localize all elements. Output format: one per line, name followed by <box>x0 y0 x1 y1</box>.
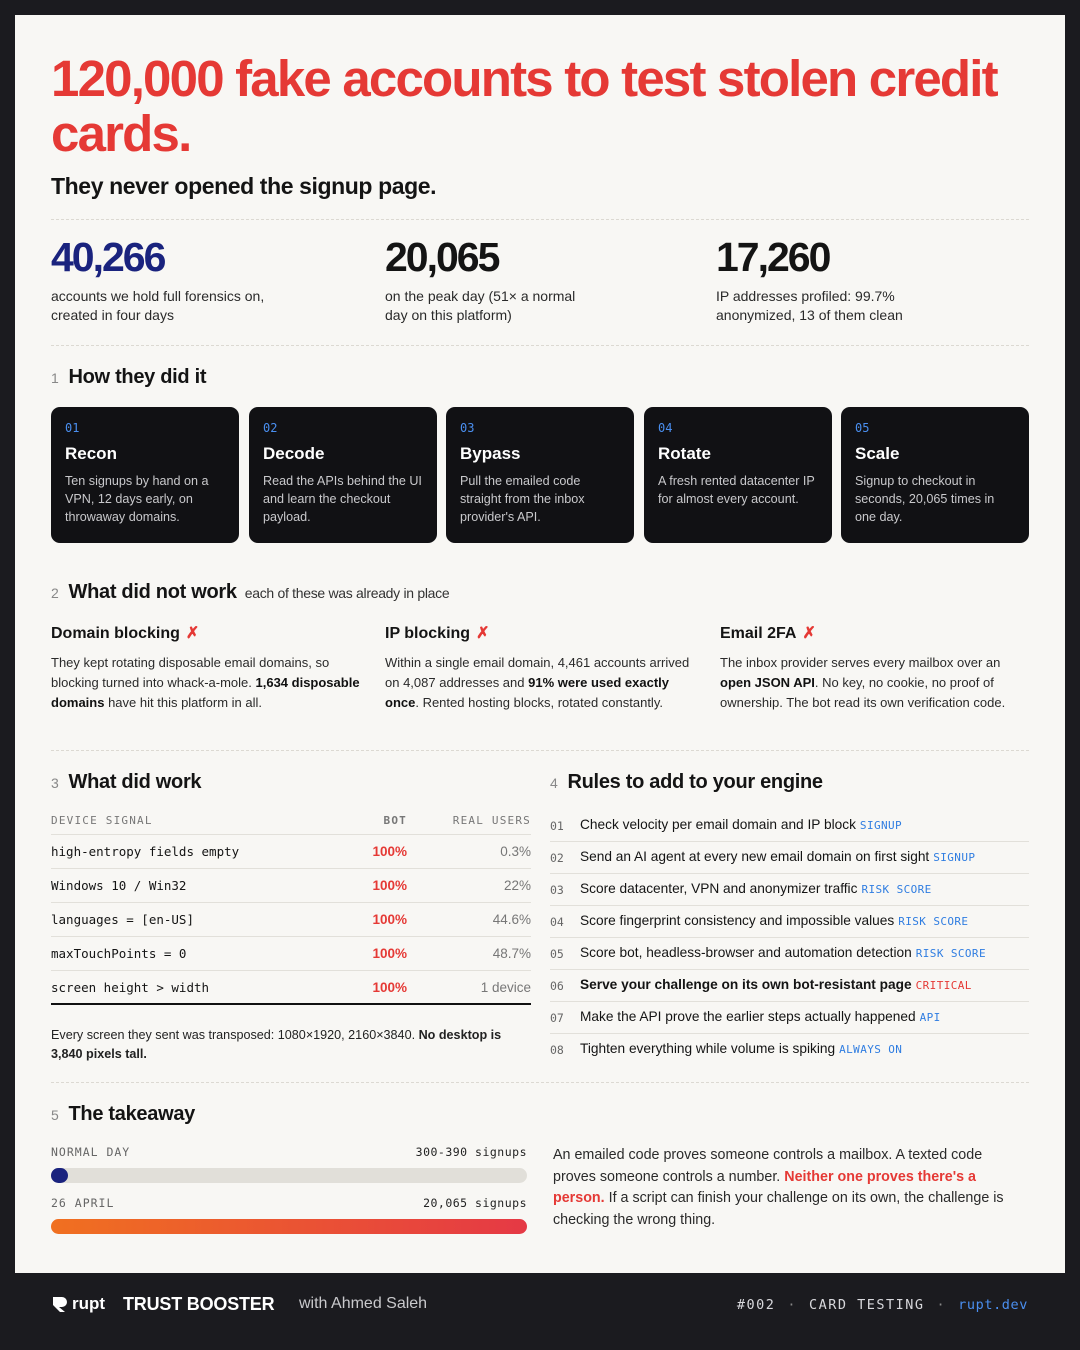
step-card-rotate <box>644 407 832 543</box>
attack-steps <box>51 407 1029 543</box>
divider <box>51 750 1029 751</box>
rule-text: Check velocity per email domain and IP block SIGNUP <box>580 817 903 832</box>
rules-list <box>550 810 1029 1066</box>
stat-ips <box>716 233 1016 325</box>
bar-fill-normal-day <box>51 1168 68 1183</box>
divider <box>51 219 1029 220</box>
logo-text: rupt <box>72 1294 106 1313</box>
signal-cell: screen height > width <box>51 980 210 995</box>
real-users-cell: 48.7% <box>492 946 531 961</box>
section-number: 1 <box>51 370 59 386</box>
bar-label-peak-day <box>51 1196 527 1210</box>
real-users-cell: 44.6% <box>492 912 531 927</box>
step-title: Decode <box>263 444 325 463</box>
step-desc: Ten signups by hand on a VPN, 12 days early, on throwaway domains. <box>65 474 209 524</box>
bot-cell: 100% <box>372 980 407 995</box>
bar-track-normal-day <box>51 1168 527 1183</box>
table-footnote: Every screen they sent was transposed: 1080×1920, 2160×3840. No desktop is 3,840 pixels tall. <box>51 1028 502 1061</box>
rule-text: Make the API prove the earlier steps actually happened API <box>580 1009 941 1024</box>
bar-label: 26 APRIL <box>51 1196 115 1210</box>
bot-cell: 100% <box>372 878 407 893</box>
section-did-not-work-title <box>51 581 449 604</box>
fail-email-2fa <box>720 623 1030 713</box>
signal-cell: Windows 10 / Win32 <box>51 878 187 893</box>
stat-value: 40,266 <box>51 234 165 280</box>
rule-tag-critical: CRITICAL <box>915 979 972 992</box>
rule-number: 07 <box>550 1011 564 1025</box>
rule-tag: SIGNUP <box>859 819 903 832</box>
section-number: 4 <box>550 775 558 791</box>
rule-text: Score fingerprint consistency and impossible values RISK SCORE <box>580 913 969 928</box>
section-did-work-title <box>51 771 201 794</box>
rule-text: Serve your challenge on its own bot-resistant page CRITICAL <box>580 977 972 992</box>
stat-desc: accounts we hold full forensics on, created in four days <box>51 288 265 323</box>
section-number: 3 <box>51 775 59 791</box>
fail-desc: The inbox provider serves every mailbox over an open JSON API. No key, no cookie, no proof of ownership. The bot read its own verification code. <box>720 655 1006 710</box>
section-title: Rules to add to your engine <box>567 771 823 793</box>
bot-cell: 100% <box>372 912 407 927</box>
table-row <box>51 903 531 937</box>
list-item <box>550 810 1029 842</box>
section-title: What did not work <box>68 581 237 603</box>
step-card-decode <box>249 407 437 543</box>
real-users-cell: 0.3% <box>500 844 531 859</box>
bot-cell: 100% <box>372 844 407 859</box>
fail-title: Email 2FA <box>720 625 797 642</box>
section-title: How they did it <box>68 366 207 388</box>
table-row <box>51 937 531 971</box>
step-number: 03 <box>460 421 475 435</box>
list-item <box>550 938 1029 970</box>
stat-desc: on the peak day (51× a normal day on this platform) <box>385 288 576 323</box>
list-item <box>550 1002 1029 1034</box>
fail-desc: Within a single email domain, 4,461 accounts arrived on 4,087 addresses and 91% were used exactly once. Rented hosting blocks, rotated constantly. <box>385 655 690 710</box>
fail-ip-blocking <box>385 623 695 713</box>
bot-cell: 100% <box>372 946 407 961</box>
cross-mark-icon: ✗ <box>802 625 816 642</box>
rule-number: 05 <box>550 947 564 961</box>
section-number: 5 <box>51 1107 59 1123</box>
rule-number: 08 <box>550 1043 564 1057</box>
bar-value: 20,065 signups <box>423 1196 527 1210</box>
step-title: Recon <box>65 444 117 463</box>
list-item <box>550 1034 1029 1066</box>
rule-text: Send an AI agent at every new email domain on first sight SIGNUP <box>580 849 976 864</box>
list-item <box>550 874 1029 906</box>
table-row <box>51 835 531 869</box>
step-number: 04 <box>658 421 673 435</box>
takeaway-text: An emailed code proves someone controls a mailbox. A texted code proves someone controls a number. Neither one proves there's a person. If a script can finish your challenge on its own, the challenge is checking the wrong thing. <box>553 1147 1004 1228</box>
issue-number: #002 <box>736 1297 776 1313</box>
brand-name: TRUST BOOSTER <box>123 1294 275 1314</box>
topic-label: CARD TESTING <box>808 1297 925 1313</box>
separator: · <box>936 1297 947 1313</box>
stat-accounts <box>51 233 351 325</box>
rule-tag: API <box>919 1011 941 1024</box>
rule-tag: ALWAYS ON <box>839 1043 903 1056</box>
rupt-logo-icon <box>51 1295 69 1313</box>
signal-cell: maxTouchPoints = 0 <box>51 946 187 961</box>
rule-tag: SIGNUP <box>933 851 976 864</box>
real-users-cell: 1 device <box>480 980 531 995</box>
cross-mark-icon: ✗ <box>476 625 490 642</box>
section-takeaway-title <box>51 1103 195 1126</box>
bar-label: NORMAL DAY <box>51 1145 131 1159</box>
section-number: 2 <box>51 585 59 601</box>
section-note: each of these was already in place <box>244 585 450 601</box>
rule-tag: RISK SCORE <box>915 947 986 960</box>
step-desc: Read the APIs behind the UI and learn the checkout payload. <box>263 474 422 524</box>
table-row <box>51 869 531 903</box>
signal-cell: high-entropy fields empty <box>51 844 240 859</box>
section-title: What did work <box>68 771 202 793</box>
step-desc: Signup to checkout in seconds, 20,065 times in one day. <box>855 474 995 524</box>
section-how-title <box>51 366 206 389</box>
step-title: Scale <box>855 444 900 463</box>
bar-value: 300-390 signups <box>415 1145 527 1159</box>
rule-text: Score bot, headless-browser and automation detection RISK SCORE <box>580 945 986 960</box>
bar-track-peak-day <box>51 1219 527 1234</box>
step-card-recon <box>51 407 239 543</box>
rule-number: 01 <box>550 819 564 833</box>
separator: · <box>787 1297 797 1313</box>
header-real-users: REAL USERS <box>452 814 531 827</box>
step-number: 01 <box>65 421 80 435</box>
bar-fill-peak-day <box>51 1219 527 1234</box>
section-rules-title <box>550 771 823 794</box>
step-number: 05 <box>855 421 870 435</box>
fail-domain-blocking <box>51 623 361 713</box>
rule-text: Score datacenter, VPN and anonymizer traffic RISK SCORE <box>580 881 932 896</box>
header-bot: BOT <box>383 814 407 827</box>
device-signal-table <box>51 812 531 1005</box>
rule-number: 04 <box>550 915 564 929</box>
divider <box>51 1082 1029 1083</box>
rule-text: Tighten everything while volume is spiking ALWAYS ON <box>580 1041 903 1056</box>
step-title: Bypass <box>460 444 521 463</box>
stat-peak-day <box>385 233 685 325</box>
site-link[interactable]: rupt.dev <box>958 1297 1028 1313</box>
header-signal: DEVICE SIGNAL <box>51 814 153 827</box>
stat-value: 17,260 <box>716 234 830 280</box>
rule-tag: RISK SCORE <box>861 883 932 896</box>
rule-number: 06 <box>550 979 564 993</box>
table-header <box>51 812 531 835</box>
bar-label-normal-day <box>51 1145 527 1159</box>
rule-number: 02 <box>550 851 564 865</box>
table-row <box>51 971 531 1005</box>
footer <box>0 1273 1080 1350</box>
rule-number: 03 <box>550 883 564 897</box>
section-title: The takeaway <box>68 1103 195 1125</box>
step-desc: Pull the emailed code straight from the inbox provider's API. <box>460 474 585 524</box>
step-card-scale <box>841 407 1029 543</box>
list-item <box>550 906 1029 938</box>
fail-title: Domain blocking <box>51 625 180 642</box>
list-item <box>550 842 1029 874</box>
step-title: Rotate <box>658 444 711 463</box>
signal-cell: languages = [en-US] <box>51 912 194 927</box>
stat-value: 20,065 <box>385 234 499 280</box>
step-desc: A fresh rented datacenter IP for almost every account. <box>658 474 815 506</box>
subhead: They never opened the signup page. <box>51 173 437 199</box>
rupt-logo <box>51 1294 105 1314</box>
divider <box>51 345 1029 346</box>
fail-title: IP blocking <box>385 625 471 642</box>
fail-desc: They kept rotating disposable email domains, so blocking turned into whack-a-mole. 1,634 disposable domains have hit this platform in all. <box>51 655 360 710</box>
footer-meta <box>737 1297 1028 1313</box>
headline: 120,000 fake accounts to test stolen credit cards. <box>51 50 997 162</box>
list-item <box>550 970 1029 1002</box>
real-users-cell: 22% <box>503 878 531 893</box>
infographic-card <box>15 15 1065 1273</box>
cross-mark-icon: ✗ <box>185 625 200 642</box>
host-name: with Ahmed Saleh <box>299 1295 428 1312</box>
rule-tag: RISK SCORE <box>898 915 969 928</box>
stat-desc: IP addresses profiled: 99.7% anonymized, 13 of them clean <box>716 288 903 323</box>
step-card-bypass <box>446 407 634 543</box>
step-number: 02 <box>263 421 278 435</box>
